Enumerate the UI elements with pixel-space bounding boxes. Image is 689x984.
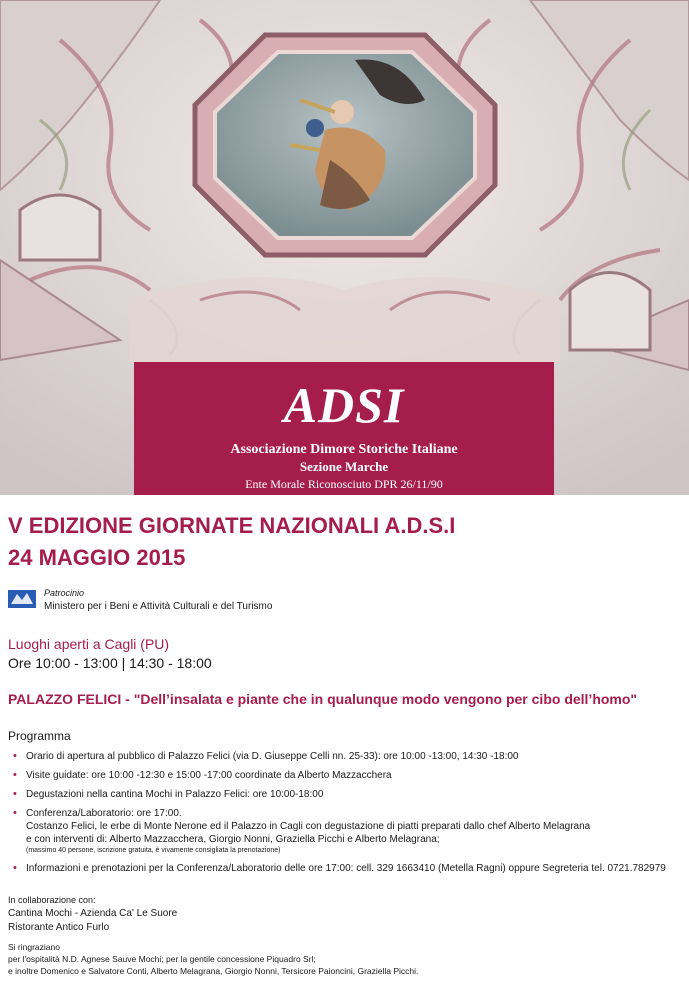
list-item-conference: • Conferenza/Laboratorio: ore 17:00. Costanzo Felici, le erbe di Monte Nerone ed il Palazzo in Cagli con degustazione di piatti preparati dallo chef Alberto Melagrana e con interventi di: Alberto Mazzacchera, Giorgio Nonni, Graziella Picchi e Alberto Melagrana; (massimo 40 persone, iscrizione gratuita, è vivamente consigliata la prenotazione): [8, 807, 683, 856]
thanks-label: Si ringraziano: [8, 942, 60, 952]
ministry-logo-icon: [8, 590, 36, 608]
collab-line: Cantina Mochi - Azienda Ca' Le Suore: [8, 908, 178, 919]
programma-list: [8, 750, 683, 881]
adsi-full-name: Associazione Dimore Storiche Italiane: [230, 442, 458, 457]
opening-hours: Ore 10:00 - 13:00 | 14:30 - 18:00: [8, 655, 212, 671]
thanks-line: per l'ospitalità N.D. Agnese Sauve Mochi; per la gentile concessione Piquadro Srl;: [8, 954, 316, 964]
bullet-icon: •: [13, 750, 17, 762]
patronage-block: [8, 590, 648, 616]
adsi-banner: [134, 362, 554, 495]
patronage-body: Ministero per i Beni e Attività Culturali e del Turismo: [44, 601, 273, 612]
bullet-icon: •: [13, 788, 17, 800]
palazzo-title: PALAZZO FELICI - "Dell’insalata e piante che in qualunque modo vengono per cibo dell’homo": [8, 691, 638, 707]
thanks-line: e inoltre Domenico e Salvatore Conti, Alberto Melagrana, Giorgio Nonni, Tersicore Paioncini, Graziella Picchi.: [8, 966, 419, 976]
list-item: • Visite guidate: ore 10:00 -12:30 e 15:00 -17:00 coordinate da Alberto Mazzacchera: [13, 769, 392, 781]
collab-label: In collaborazione con:: [8, 895, 96, 905]
adsi-section: Sezione Marche: [299, 459, 389, 474]
main-title-line2: 24 MAGGIO 2015: [8, 545, 186, 570]
bullet-icon: •: [13, 769, 17, 781]
bullet-icon: •: [13, 862, 17, 874]
list-item: • Orario di apertura al pubblico di Palazzo Felici (via D. Giuseppe Celli nn. 25-33): ore 10:00 -13:00, 14:30 -18:00: [13, 750, 519, 762]
places-title: Luoghi aperti a Cagli (PU): [8, 636, 170, 652]
list-item: • Informazioni e prenotazioni per la Conferenza/Laboratorio delle ore 17:00: cell. 329 1663410 (Metella Ragni) oppure Segreteria tel. 0721.782979: [13, 862, 666, 874]
list-item: • Degustazioni nella cantina Mochi in Palazzo Felici: ore 10:00-18:00: [13, 788, 324, 800]
programma-label: Programma: [8, 729, 71, 743]
adsi-ente-morale: Ente Morale Riconosciuto DPR 26/11/90: [245, 477, 443, 491]
collab-line: Ristorante Antico Furlo: [8, 922, 110, 933]
main-title-line1: V EDIZIONE GIORNATE NAZIONALI A.D.S.I: [8, 513, 456, 538]
conference-note: (massimo 40 persone, iscrizione gratuita, è vivamente consigliata la prenotazione): [26, 847, 281, 854]
patronage-label: Patrocinio: [44, 588, 85, 598]
main-title: [8, 510, 455, 574]
adsi-logo: ADSI: [283, 377, 405, 433]
bullet-icon: •: [13, 807, 17, 819]
